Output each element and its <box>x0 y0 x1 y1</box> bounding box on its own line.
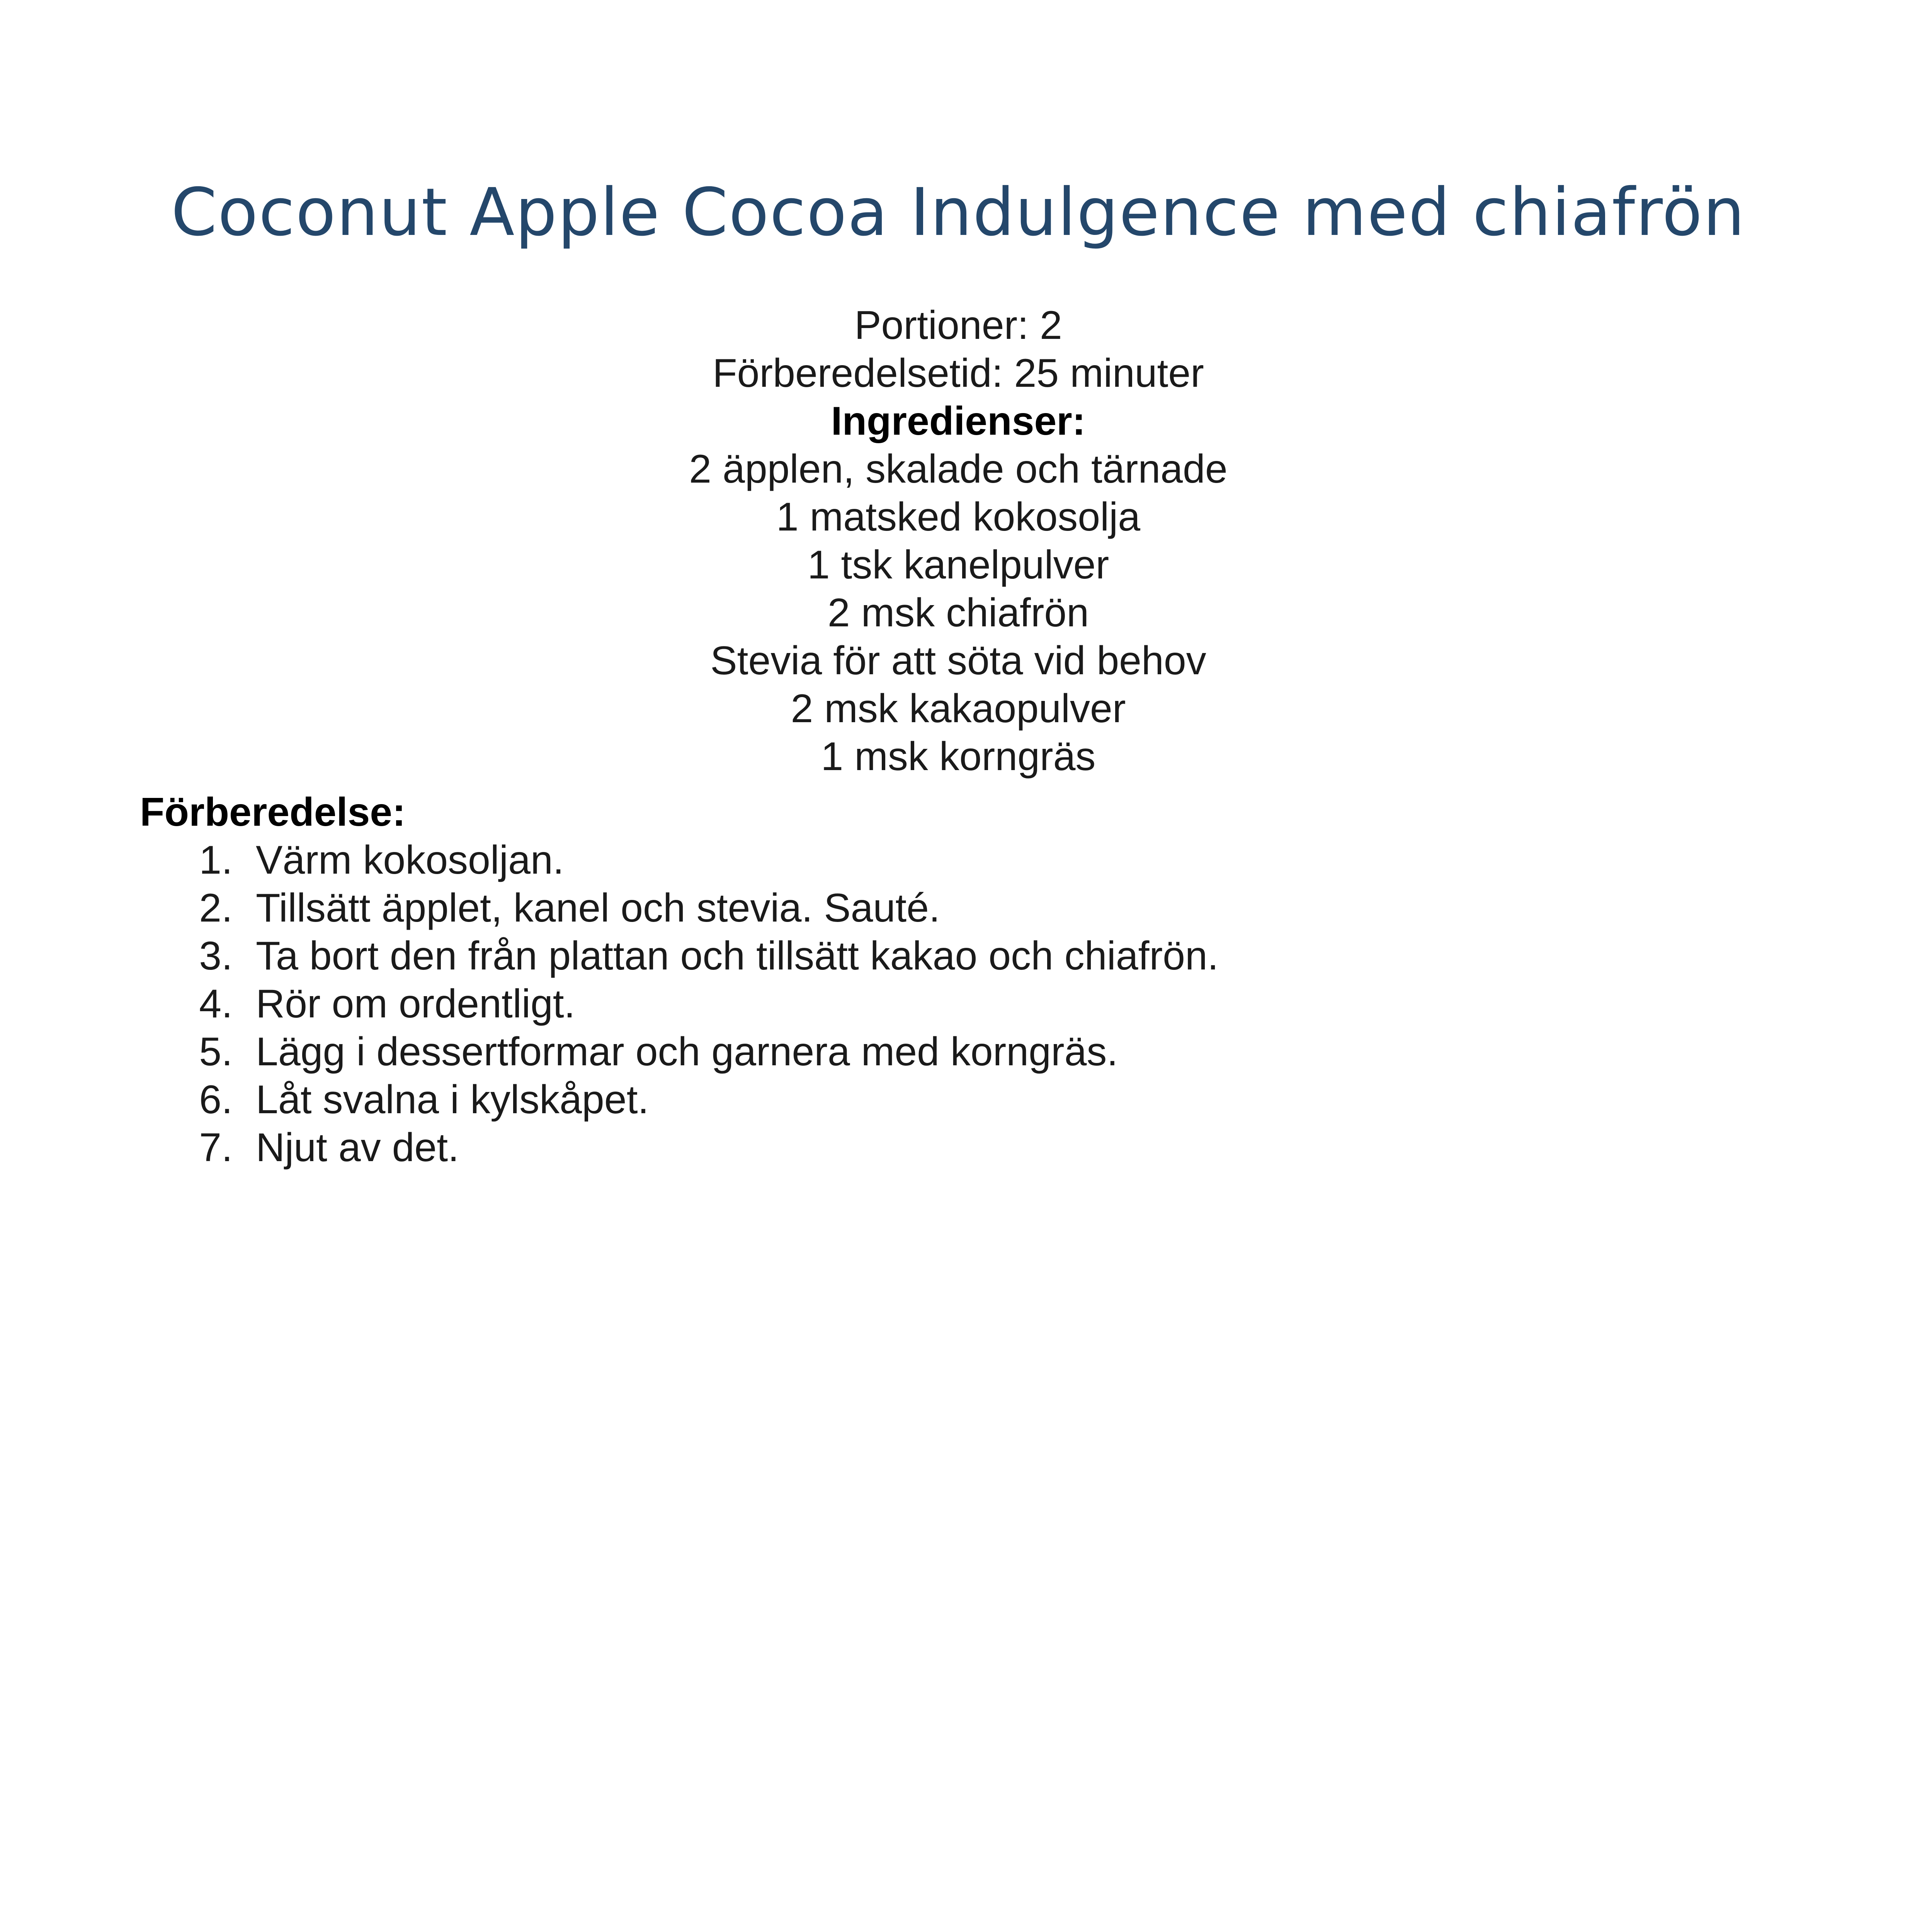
step-number: 4. <box>199 981 233 1026</box>
ingredients-heading: Ingredienser: <box>831 399 1086 444</box>
preparation-steps <box>140 836 1219 1172</box>
preparation-heading: Förberedelse: <box>140 790 406 835</box>
ingredient-item: Stevia för att söta vid behov <box>710 638 1206 683</box>
ingredient-item: 1 tsk kanelpulver <box>807 543 1109 587</box>
prep-time-text: Förberedelsetid: 25 minuter <box>713 351 1204 396</box>
step-text: Värm kokosoljan. <box>256 838 564 883</box>
step-text: Rör om ordentligt. <box>256 981 575 1026</box>
step-text: Lägg i dessertformar och garnera med korngräs. <box>256 1029 1118 1074</box>
ingredient-item: 2 äpplen, skalade och tärnade <box>689 447 1228 492</box>
step-item <box>140 836 1219 884</box>
ingredient-item: 2 msk kakaopulver <box>791 686 1126 731</box>
step-item <box>140 1076 1219 1124</box>
step-number: 6. <box>199 1077 233 1122</box>
ingredient-item: 1 matsked kokosolja <box>776 495 1141 539</box>
step-text: Ta bort den från plattan och tillsätt kakao och chiafrön. <box>256 934 1219 978</box>
step-text: Tillsätt äpplet, kanel och stevia. Sauté. <box>256 886 940 930</box>
step-number: 5. <box>199 1029 233 1074</box>
recipe-title: Coconut Apple Cocoa Indulgence med chiafrön <box>171 174 1746 251</box>
step-item <box>140 980 1219 1028</box>
step-item <box>140 1124 1219 1172</box>
recipe-meta <box>0 301 1917 781</box>
step-number: 2. <box>199 886 233 930</box>
step-item <box>140 932 1219 980</box>
step-text: Njut av det. <box>256 1125 459 1170</box>
portions-text: Portioner: 2 <box>854 303 1062 348</box>
step-number: 3. <box>199 934 233 978</box>
step-text: Låt svalna i kylskåpet. <box>256 1077 649 1122</box>
step-number: 7. <box>199 1125 233 1170</box>
step-item <box>140 884 1219 932</box>
ingredient-item: 2 msk chiafrön <box>827 590 1089 635</box>
step-item <box>140 1028 1219 1076</box>
ingredient-item: 1 msk korngräs <box>821 734 1096 779</box>
step-number: 1. <box>199 838 233 883</box>
